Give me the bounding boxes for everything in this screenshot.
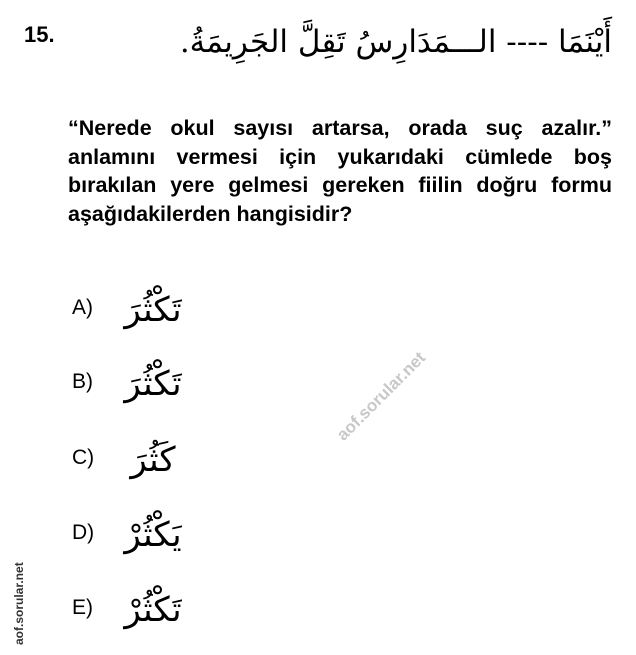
option-d-label: D) [72,521,95,544]
watermark-side: aof.sorular.net [12,562,26,645]
option-b-label: B) [72,370,93,393]
option-d-text: يَكْثُرْ [124,515,182,555]
question-stem: “Nerede okul sayısı artarsa, orada suç azalır.” anlamını vermesi için yukarıdaki cümlede boş bırakılan yere gelmesi gereken fiilin doğru formu aşağıdakilerden hangisidir? [68,116,612,226]
option-e-text: تَكْثُرْ [124,590,182,630]
option-e[interactable] [72,582,272,642]
option-a[interactable] [72,282,272,342]
option-c[interactable] [72,432,272,492]
option-c-text: كَثُرَ [130,440,176,480]
option-b-text: تَكْثُرَ [124,364,182,404]
option-e-label: E) [72,596,93,619]
option-b[interactable] [72,356,272,416]
option-a-text: تَكْثُرَ [124,290,182,330]
option-d[interactable] [72,507,272,567]
watermark-diagonal: aof.sorular.net [332,348,430,445]
option-c-label: C) [72,446,95,469]
arabic-sentence: أَيْنَمَا ---- الـــمَدَارِسُ تَقِلَّ الجَرِيمَةُ. [179,24,612,60]
question-number: 15. [24,22,55,47]
option-a-label: A) [72,296,93,319]
